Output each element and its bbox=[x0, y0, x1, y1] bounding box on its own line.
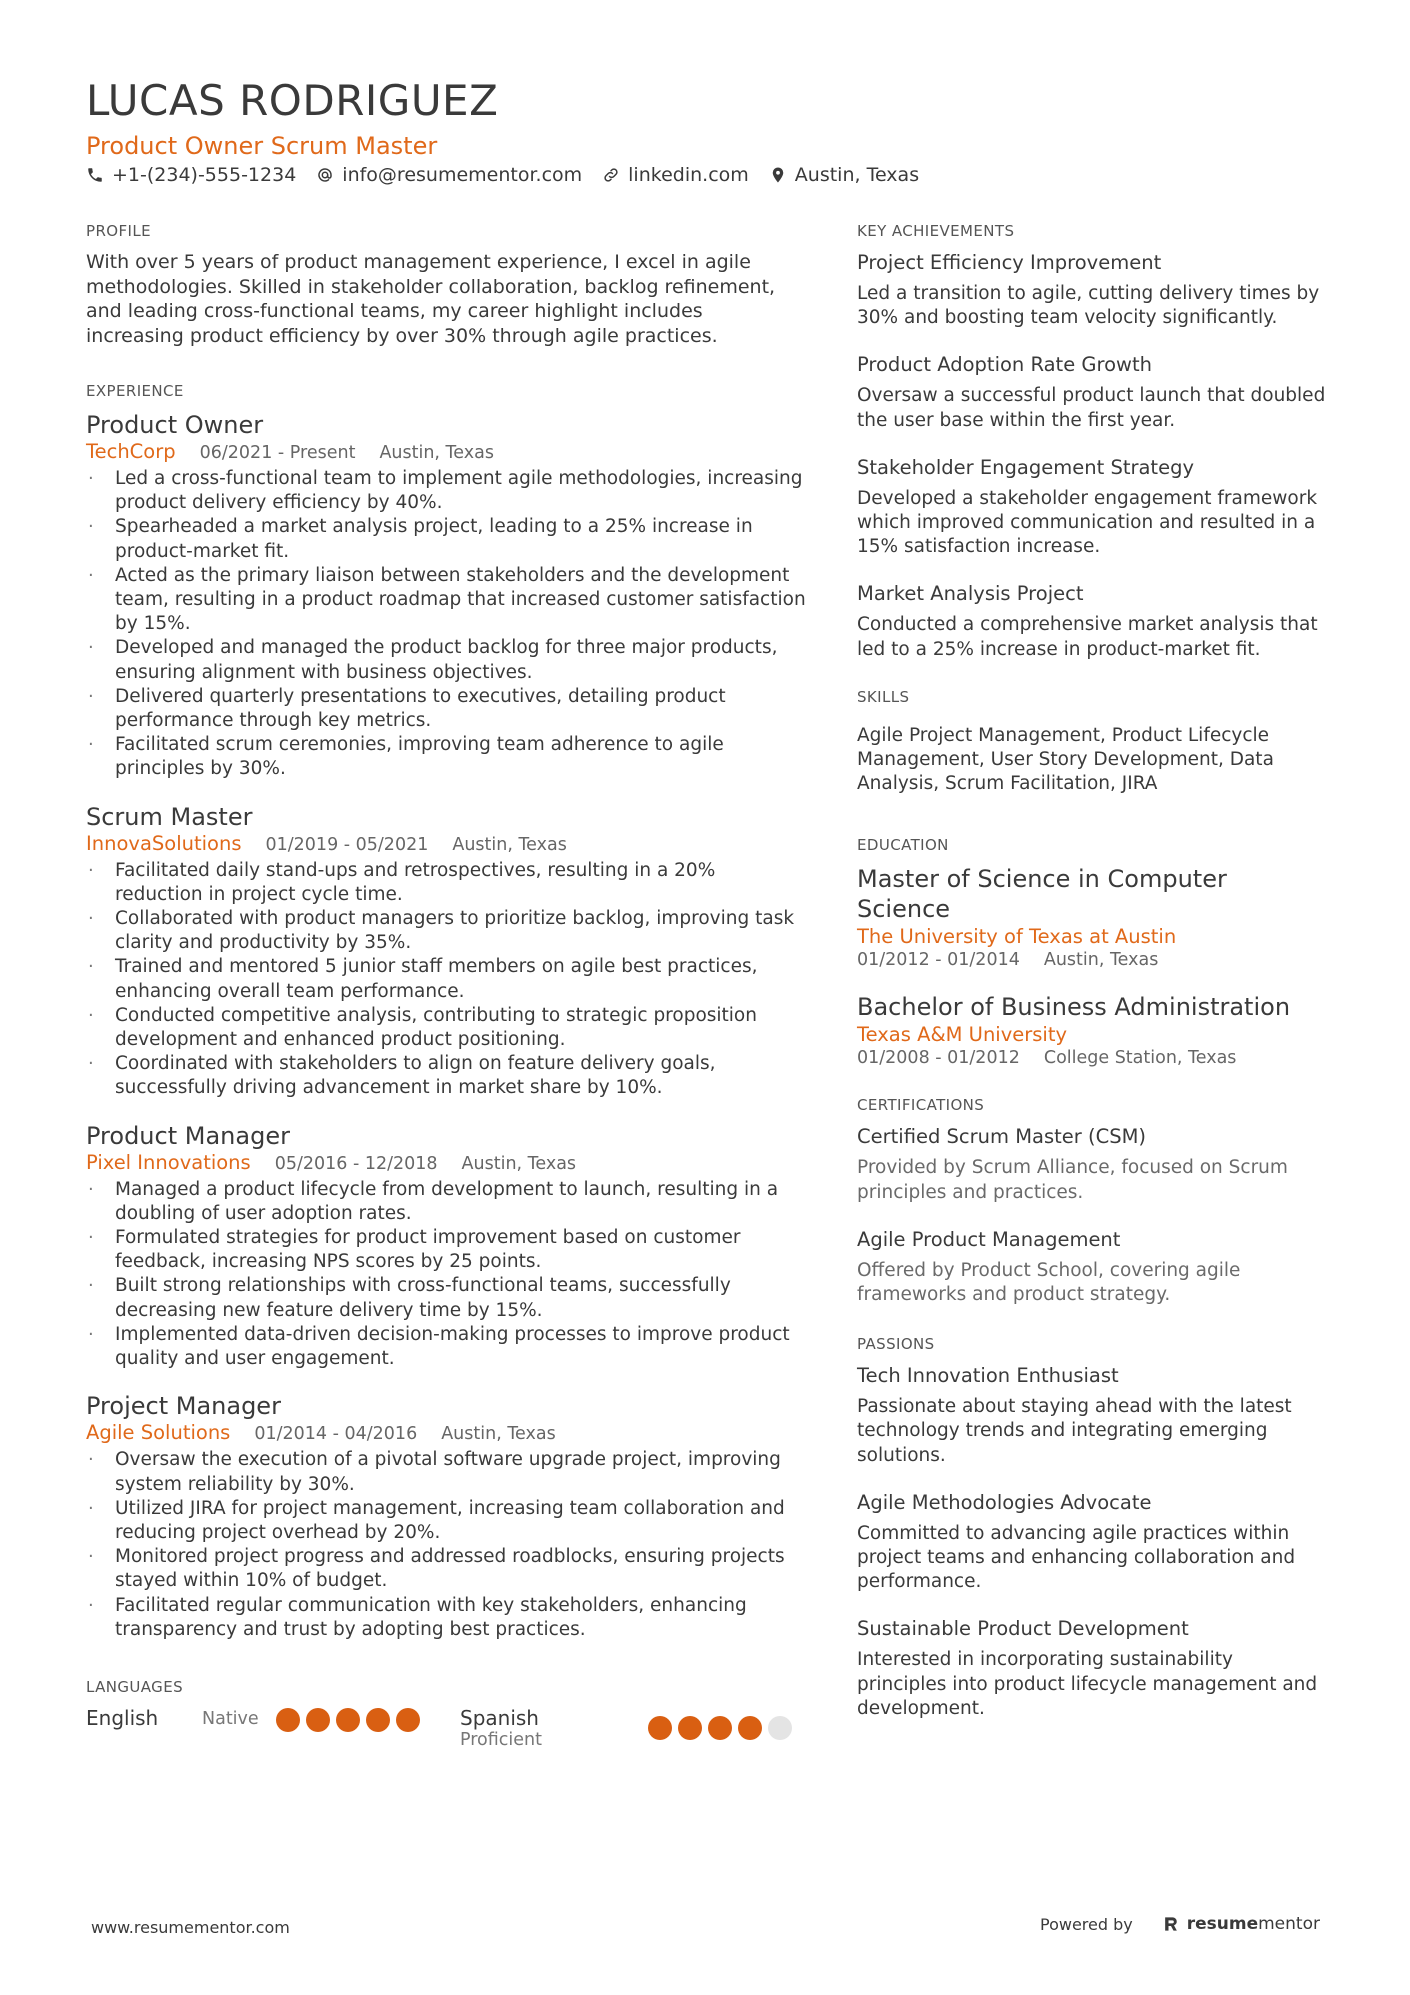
experience-section bbox=[86, 382, 806, 1642]
achievement-title: Project Efficiency Improvement bbox=[857, 251, 1162, 274]
passions-section-title: PASSIONS bbox=[857, 1335, 935, 1354]
achievement-item bbox=[857, 581, 1327, 661]
passion-item bbox=[857, 1363, 1327, 1468]
job-title: Project Manager bbox=[86, 1392, 281, 1421]
achievement-desc: Oversaw a successful product launch that doubled the user base within the first year. bbox=[857, 385, 1326, 431]
contact-linkedin[interactable] bbox=[602, 164, 749, 186]
education-degree: Master of Science in Computer Science bbox=[857, 865, 1227, 924]
certification-title: Agile Product Management bbox=[857, 1227, 1121, 1251]
language-name: English bbox=[86, 1705, 159, 1730]
job-meta bbox=[86, 1421, 806, 1444]
job-company: TechCorp bbox=[86, 440, 176, 463]
phone-icon bbox=[86, 166, 104, 184]
education-school: The University of Texas at Austin bbox=[857, 925, 1177, 949]
right-column bbox=[857, 222, 1327, 1755]
languages-list bbox=[86, 1706, 806, 1750]
achievements-section-title: KEY ACHIEVEMENTS bbox=[857, 222, 1015, 240]
achievement-title: Stakeholder Engagement Strategy bbox=[857, 455, 1194, 479]
passion-title: Tech Innovation Enthusiast bbox=[857, 1364, 1119, 1388]
rating-dot bbox=[768, 1716, 792, 1740]
job-dates: 01/2019 - 05/2021 bbox=[265, 834, 429, 855]
education-item bbox=[857, 992, 1327, 1068]
job-bullet: · Formulated strategies for product improvement based on customer feedback, increasing NPS scores by 25 points. bbox=[86, 1226, 806, 1274]
experience-section-title: EXPERIENCE bbox=[86, 382, 184, 400]
job-meta bbox=[86, 440, 806, 463]
education-section-title: EDUCATION bbox=[857, 836, 949, 855]
job-bullets bbox=[86, 1178, 806, 1372]
rating-dot bbox=[336, 1708, 360, 1732]
job-dates: 05/2016 - 12/2018 bbox=[274, 1153, 438, 1174]
job-dates: 01/2014 - 04/2016 bbox=[254, 1424, 418, 1445]
achievement-item bbox=[857, 250, 1327, 330]
job-bullet: · Trained and mentored 5 junior staff members on agile best practices, enhancing overall team performance. bbox=[86, 955, 806, 1003]
education-meta bbox=[857, 1048, 1327, 1068]
job-bullet: · Facilitated scrum ceremonies, improving team adherence to agile principles by 30%. bbox=[86, 733, 806, 781]
profile-section bbox=[86, 222, 806, 348]
rating-dot bbox=[396, 1708, 420, 1732]
language-rating bbox=[648, 1716, 792, 1740]
education-location: Austin, Texas bbox=[1043, 950, 1159, 971]
location-icon bbox=[769, 166, 787, 184]
rating-dot bbox=[738, 1716, 762, 1740]
achievement-title: Product Adoption Rate Growth bbox=[857, 353, 1152, 377]
contact-location bbox=[769, 164, 919, 186]
job-title: Product Owner bbox=[86, 411, 264, 439]
languages-section bbox=[86, 1678, 806, 1750]
job-bullet: · Implemented data-driven decision-making processes to improve product quality and user engagement. bbox=[86, 1323, 806, 1371]
candidate-headline: Product Owner Scrum Master bbox=[86, 132, 438, 160]
education-dates: 01/2012 - 01/2014 bbox=[857, 950, 1020, 971]
education-item bbox=[857, 864, 1327, 970]
resumementor-logo-icon bbox=[1161, 1914, 1181, 1934]
footer-website[interactable]: www.resumementor.com bbox=[91, 1918, 290, 1937]
contact-linkedin-text: linkedin.com bbox=[628, 164, 749, 186]
skills-section-title: SKILLS bbox=[857, 687, 910, 706]
skills-text: Agile Project Management, Product Lifecycle Management, User Story Development, Data Analysis, Scrum Facilitation, JIRA bbox=[857, 724, 1274, 795]
job-bullets bbox=[86, 467, 806, 782]
at-icon bbox=[316, 166, 334, 184]
rating-dot bbox=[366, 1708, 390, 1732]
job-bullet: · Acted as the primary liaison between stakeholders and the development team, resulting in a product roadmap that increased customer satisfaction by 15%. bbox=[86, 564, 806, 637]
job-bullet: · Facilitated regular communication with key stakeholders, enhancing transparency and trust by adopting best practices. bbox=[86, 1594, 806, 1642]
education-school: Texas A&M University bbox=[857, 1023, 1068, 1047]
achievement-desc: Led a transition to agile, cutting delivery times by 30% and boosting team velocity significantly. bbox=[857, 283, 1320, 329]
passions-section bbox=[857, 1335, 1327, 1721]
passion-desc: Committed to advancing agile practices within project teams and enhancing collaboration and performance. bbox=[857, 1522, 1296, 1593]
language-rating bbox=[276, 1708, 420, 1732]
passion-title: Agile Methodologies Advocate bbox=[857, 1490, 1152, 1514]
job-bullet: · Spearheaded a market analysis project, leading to a 25% increase in product-market fit. bbox=[86, 515, 806, 563]
job-location: Austin, Texas bbox=[379, 443, 494, 463]
achievements-section bbox=[857, 222, 1327, 662]
job-title: Product Manager bbox=[86, 1121, 290, 1150]
profile-section-title: PROFILE bbox=[86, 222, 151, 240]
job-company: Pixel Innovations bbox=[86, 1150, 251, 1174]
job-bullet: · Built strong relationships with cross-functional teams, successfully decreasing new feature delivery time by 15%. bbox=[86, 1274, 806, 1322]
rating-dot bbox=[276, 1708, 300, 1732]
contact-email-text: info@resumementor.com bbox=[342, 164, 583, 186]
job-bullet: · Managed a product lifecycle from development to launch, resulting in a doubling of user adoption rates. bbox=[86, 1178, 806, 1226]
rating-dot bbox=[306, 1708, 330, 1732]
job-bullet: · Led a cross-functional team to implement agile methodologies, increasing product delivery efficiency by 40%. bbox=[86, 467, 806, 515]
job-bullet: · Delivered quarterly presentations to executives, detailing product performance through key metrics. bbox=[86, 685, 806, 733]
contact-phone[interactable] bbox=[86, 164, 296, 186]
education-degree: Bachelor of Business Administration bbox=[857, 993, 1291, 1022]
profile-text: With over 5 years of product management experience, I excel in agile methodologies. Skilled in stakeholder collaboration, backlog refinement, and leading cross-functional teams, my career highlight includes increasing product efficiency by over 30% through agile practices. bbox=[86, 251, 776, 347]
link-icon bbox=[602, 166, 620, 184]
brand-logo[interactable] bbox=[1161, 1914, 1320, 1934]
job-bullet: · Facilitated daily stand-ups and retrospectives, resulting in a 20% reduction in project cycle time. bbox=[86, 859, 806, 907]
certifications-section bbox=[857, 1096, 1327, 1307]
job-location: Austin, Texas bbox=[441, 1424, 556, 1445]
rating-dot bbox=[648, 1716, 672, 1740]
footer-powered-by bbox=[1040, 1914, 1320, 1934]
contact-bar bbox=[86, 164, 919, 186]
job-location: Austin, Texas bbox=[461, 1153, 577, 1174]
achievement-desc: Conducted a comprehensive market analysis that led to a 25% increase in product-market fit. bbox=[857, 614, 1318, 660]
job-company: InnovaSolutions bbox=[86, 831, 242, 855]
contact-location-text: Austin, Texas bbox=[794, 164, 920, 186]
brand-rest: mentor bbox=[1258, 1914, 1320, 1934]
job-entry bbox=[86, 1121, 806, 1372]
job-bullet: · Collaborated with product managers to prioritize backlog, improving task clarity and productivity by 35%. bbox=[86, 907, 806, 955]
education-meta bbox=[857, 950, 1327, 970]
skills-section bbox=[857, 688, 1327, 797]
job-bullet: · Monitored project progress and addressed roadblocks, ensuring projects stayed within 10% of budget. bbox=[86, 1545, 806, 1593]
education-dates: 01/2008 - 01/2012 bbox=[857, 1048, 1020, 1069]
job-company: Agile Solutions bbox=[86, 1421, 231, 1445]
job-entry bbox=[86, 410, 806, 782]
education-section bbox=[857, 836, 1327, 1068]
language-english bbox=[86, 1706, 420, 1732]
certification-desc: Offered by Product School, covering agile frameworks and product strategy. bbox=[857, 1259, 1241, 1306]
passion-item bbox=[857, 1490, 1327, 1595]
job-bullets bbox=[86, 1448, 806, 1642]
job-bullet: · Conducted competitive analysis, contributing to strategic proposition development and enhanced product positioning. bbox=[86, 1004, 806, 1052]
language-spanish bbox=[460, 1706, 792, 1750]
language-level: Native bbox=[202, 1708, 259, 1729]
certification-title: Certified Scrum Master (CSM) bbox=[857, 1125, 1147, 1149]
brand-bold: resume bbox=[1186, 1914, 1259, 1934]
job-location: Austin, Texas bbox=[452, 834, 567, 855]
education-location: College Station, Texas bbox=[1043, 1048, 1237, 1069]
passion-title: Sustainable Product Development bbox=[857, 1617, 1189, 1641]
languages-section-title: LANGUAGES bbox=[86, 1677, 184, 1696]
achievement-desc: Developed a stakeholder engagement framework which improved communication and resulted in a 15% satisfaction increase. bbox=[857, 487, 1318, 558]
job-entry bbox=[86, 1391, 806, 1642]
passion-desc: Passionate about staying ahead with the latest technology trends and integrating emerging solutions. bbox=[857, 1396, 1292, 1466]
certification-desc: Provided by Scrum Alliance, focused on Scrum principles and practices. bbox=[857, 1157, 1288, 1203]
job-dates: 06/2021 - Present bbox=[199, 443, 356, 463]
certification-item bbox=[857, 1227, 1327, 1307]
achievement-item bbox=[857, 352, 1327, 432]
rating-dot bbox=[678, 1716, 702, 1740]
job-bullet: · Oversaw the execution of a pivotal software upgrade project, improving system reliability by 30%. bbox=[86, 1448, 806, 1496]
contact-email[interactable] bbox=[316, 164, 582, 186]
left-column bbox=[86, 222, 806, 1784]
achievement-title: Market Analysis Project bbox=[857, 582, 1084, 606]
certification-item bbox=[857, 1124, 1327, 1204]
rating-dot bbox=[708, 1716, 732, 1740]
language-level: Proficient bbox=[460, 1729, 542, 1750]
job-bullets bbox=[86, 859, 806, 1101]
candidate-name: LUCAS RODRIGUEZ bbox=[86, 76, 499, 125]
powered-by-label: Powered by bbox=[1040, 1914, 1133, 1934]
certifications-section-title: CERTIFICATIONS bbox=[857, 1096, 985, 1115]
job-bullet: · Utilized JIRA for project management, increasing team collaboration and reducing project overhead by 20%. bbox=[86, 1497, 806, 1545]
achievement-item bbox=[857, 455, 1327, 560]
job-title: Scrum Master bbox=[86, 802, 253, 831]
job-meta bbox=[86, 832, 806, 855]
job-meta bbox=[86, 1151, 806, 1174]
job-bullet: · Coordinated with stakeholders to align on feature delivery goals, successfully driving advancement in market share by 10%. bbox=[86, 1052, 806, 1100]
job-entry bbox=[86, 802, 806, 1101]
passion-item bbox=[857, 1616, 1327, 1721]
language-name: Spanish bbox=[460, 1705, 539, 1730]
job-bullet: · Developed and managed the product backlog for three major products, ensuring alignment with business objectives. bbox=[86, 636, 806, 684]
passion-desc: Interested in incorporating sustainability principles into product lifecycle management and development. bbox=[857, 1649, 1318, 1719]
contact-phone-text: +1-(234)-555-1234 bbox=[112, 164, 297, 186]
